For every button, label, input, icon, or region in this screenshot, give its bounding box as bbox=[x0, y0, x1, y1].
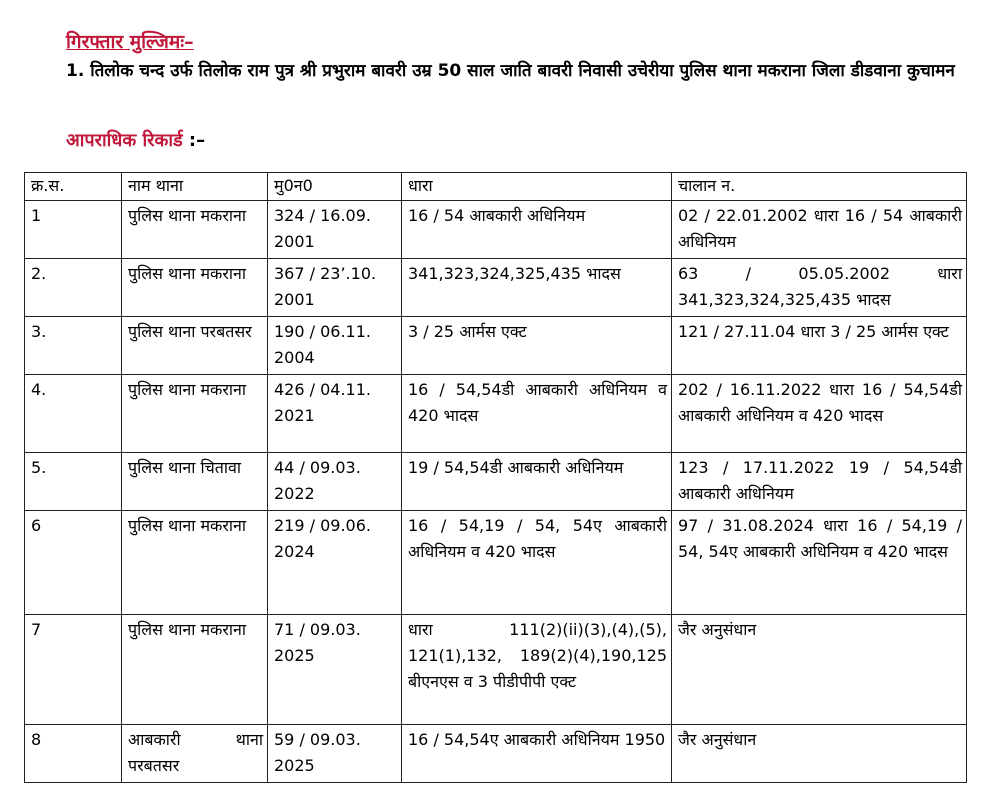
header-case-number: मु0न0 bbox=[268, 173, 402, 201]
cell-challan: 202 / 16.11.2022 धारा 16 / 54,54डी आबकारी अधिनियम व 420 भादस bbox=[672, 375, 967, 453]
cell-challan: जैर अनुसंधान bbox=[672, 615, 967, 725]
header-section: धारा bbox=[402, 173, 672, 201]
cell-serial: 7 bbox=[25, 615, 122, 725]
table-row bbox=[25, 375, 967, 453]
cell-section: 19 / 54,54डी आबकारी अधिनियम bbox=[402, 453, 672, 511]
cell-case-number: 71 / 09.03. 2025 bbox=[268, 615, 402, 725]
cell-station: पुलिस थाना परबतसर bbox=[122, 317, 268, 375]
table-row bbox=[25, 259, 967, 317]
cell-station: पुलिस थाना मकराना bbox=[122, 615, 268, 725]
criminal-record-heading bbox=[66, 128, 205, 152]
table-row bbox=[25, 201, 967, 259]
table-row bbox=[25, 725, 967, 783]
cell-serial: 4. bbox=[25, 375, 122, 453]
cell-station: पुलिस थाना मकराना bbox=[122, 201, 268, 259]
cell-challan: जैर अनुसंधान bbox=[672, 725, 967, 783]
cell-section: 16 / 54 आबकारी अधिनियम bbox=[402, 201, 672, 259]
cell-section: 3 / 25 आर्मस एक्ट bbox=[402, 317, 672, 375]
accused-details: 1. तिलोक चन्द उर्फ तिलोक राम पुत्र श्री प्रभुराम बावरी उम्र 50 साल जाति बावरी निवासी उचेरीया पुलिस थाना मकराना जिला डीडवाना कुचामन bbox=[66, 61, 955, 81]
cell-challan: 97 / 31.08.2024 धारा 16 / 54,19 / 54, 54ए आबकारी अधिनियम व 420 भादस bbox=[672, 511, 967, 615]
cell-serial: 6 bbox=[25, 511, 122, 615]
cell-section: 341,323,324,325,435 भादस bbox=[402, 259, 672, 317]
table-row bbox=[25, 615, 967, 725]
cell-case-number: 219 / 09.06. 2024 bbox=[268, 511, 402, 615]
cell-case-number: 44 / 09.03. 2022 bbox=[268, 453, 402, 511]
table-row bbox=[25, 453, 967, 511]
cell-challan: 121 / 27.11.04 धारा 3 / 25 आर्मस एक्ट bbox=[672, 317, 967, 375]
cell-station: पुलिस थाना मकराना bbox=[122, 259, 268, 317]
table-header-row bbox=[25, 173, 967, 201]
cell-case-number: 426 / 04.11. 2021 bbox=[268, 375, 402, 453]
table-row bbox=[25, 317, 967, 375]
cell-station: आबकारी थाना परबतसर bbox=[122, 725, 268, 783]
cell-station: पुलिस थाना मकराना bbox=[122, 511, 268, 615]
cell-section: 16 / 54,19 / 54, 54ए आबकारी अधिनियम व 420 भादस bbox=[402, 511, 672, 615]
cell-serial: 5. bbox=[25, 453, 122, 511]
cell-case-number: 324 / 16.09. 2001 bbox=[268, 201, 402, 259]
cell-challan: 02 / 22.01.2002 धारा 16 / 54 आबकारी अधिनियम bbox=[672, 201, 967, 259]
cell-serial: 3. bbox=[25, 317, 122, 375]
header-serial: क्र.स. bbox=[25, 173, 122, 201]
cell-serial: 2. bbox=[25, 259, 122, 317]
criminal-record-table bbox=[24, 172, 967, 783]
cell-challan: 123 / 17.11.2022 19 / 54,54डी आबकारी अधिनियम bbox=[672, 453, 967, 511]
cell-section: 16 / 54,54ए आबकारी अधिनियम 1950 bbox=[402, 725, 672, 783]
cell-section: धारा 111(2)(ii)(3),(4),(5), 121(1),132, 189(2)(4),190,125 बीएनएस व 3 पीडीपीपी एक्ट bbox=[402, 615, 672, 725]
cell-challan: 63 / 05.05.2002 धारा 341,323,324,325,435 भादस bbox=[672, 259, 967, 317]
cell-case-number: 367 / 23’.10. 2001 bbox=[268, 259, 402, 317]
cell-station: पुलिस थाना चितावा bbox=[122, 453, 268, 511]
heading-arrested-accused: गिरफ्तार मुल्जिमः– bbox=[66, 31, 194, 53]
table-row bbox=[25, 511, 967, 615]
cell-station: पुलिस थाना मकराना bbox=[122, 375, 268, 453]
criminal-record-separator: :– bbox=[188, 130, 206, 151]
criminal-record-label: आपराधिक रिकार्ड bbox=[66, 130, 183, 151]
cell-section: 16 / 54,54डी आबकारी अधिनियम व 420 भादस bbox=[402, 375, 672, 453]
cell-case-number: 190 / 06.11. 2004 bbox=[268, 317, 402, 375]
cell-case-number: 59 / 09.03. 2025 bbox=[268, 725, 402, 783]
cell-serial: 8 bbox=[25, 725, 122, 783]
header-challan: चालान न. bbox=[672, 173, 967, 201]
header-station: नाम थाना bbox=[122, 173, 268, 201]
cell-serial: 1 bbox=[25, 201, 122, 259]
